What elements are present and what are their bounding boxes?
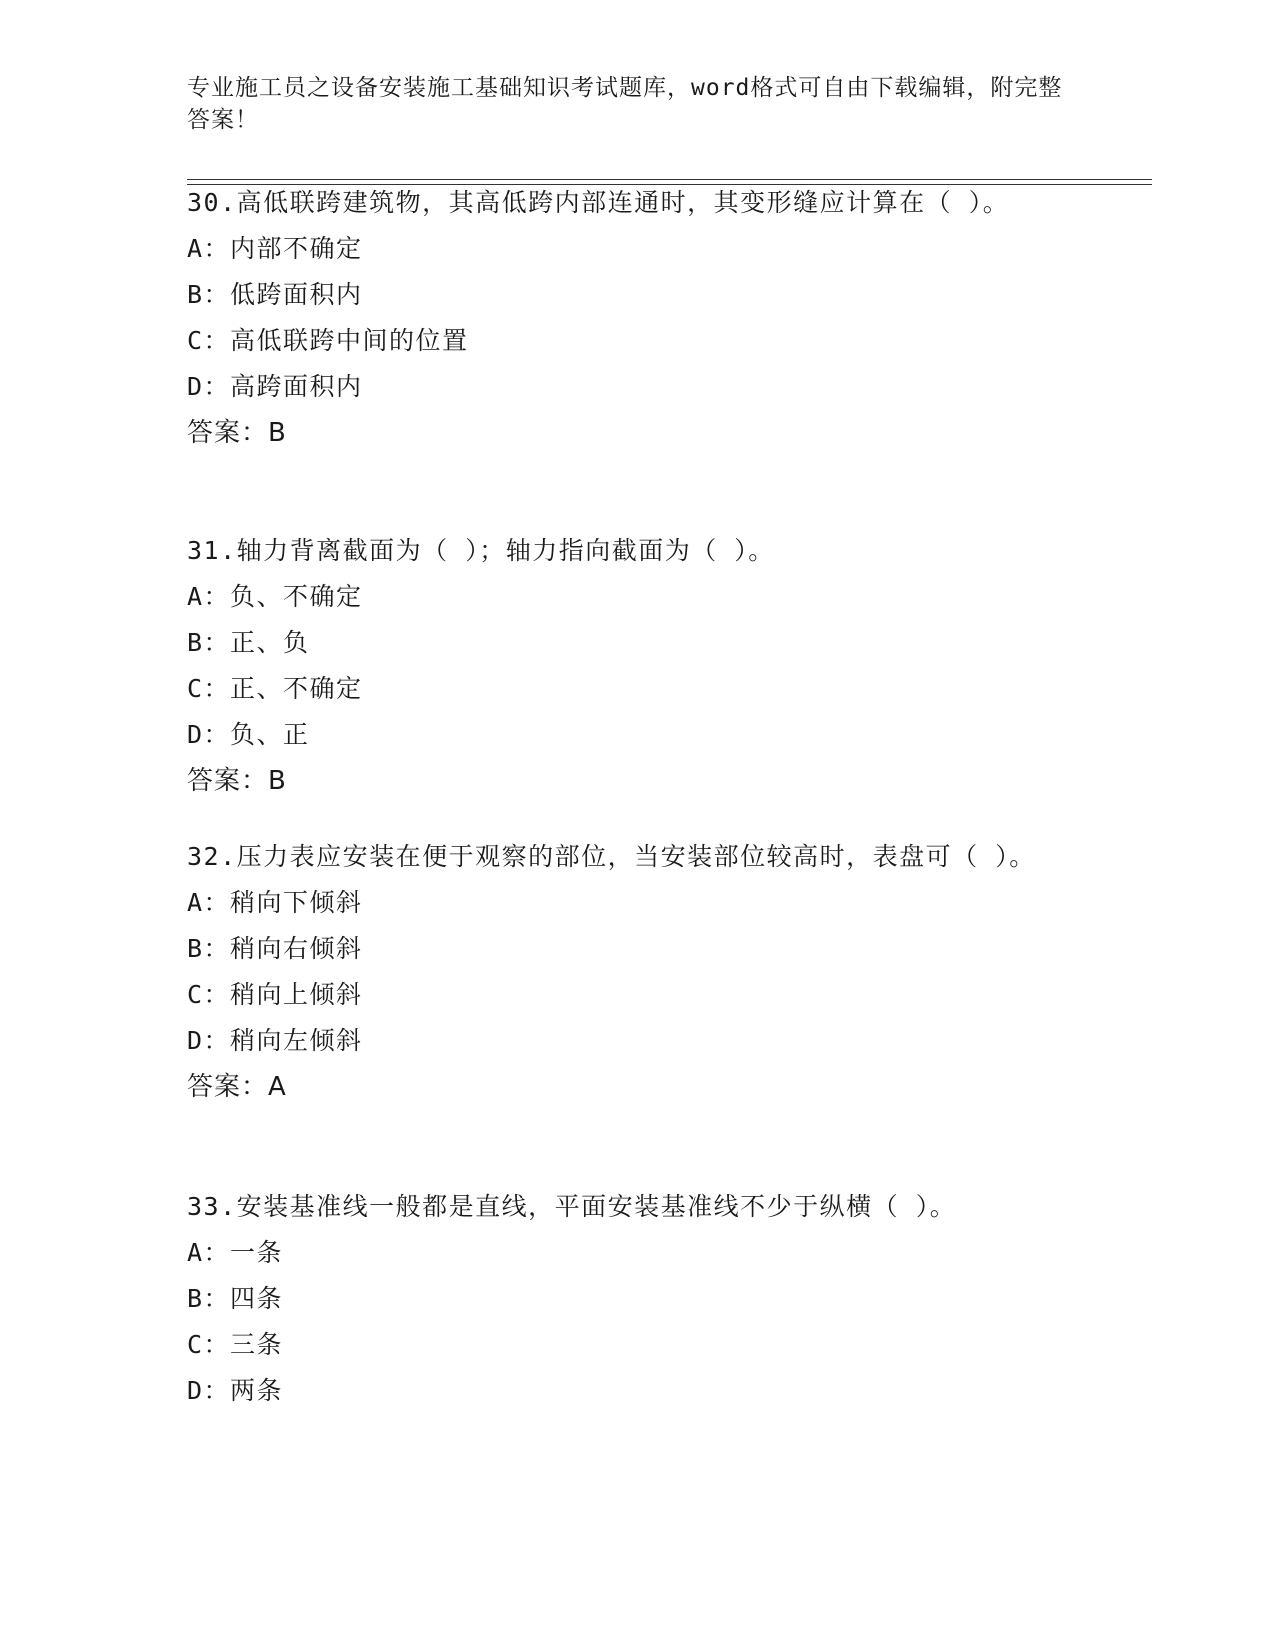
answer: 答案：B xyxy=(187,418,287,448)
option-c: C：高低联跨中间的位置 xyxy=(187,326,469,355)
option-d: D：负、正 xyxy=(187,720,310,749)
question-32 xyxy=(187,834,1067,1110)
question-stem: 33.安装基准线一般都是直线，平面安装基准线不少于纵横（ ）。 xyxy=(187,1192,957,1221)
answer: 答案：B xyxy=(187,766,287,796)
option-c: C：三条 xyxy=(187,1330,284,1359)
answer: 答案：A xyxy=(187,1072,287,1102)
question-33 xyxy=(187,1184,1067,1414)
option-d: D：两条 xyxy=(187,1376,284,1405)
option-c: C：稍向上倾斜 xyxy=(187,980,363,1009)
question-31 xyxy=(187,528,1067,804)
question-30 xyxy=(187,180,1067,456)
option-b: B：低跨面积内 xyxy=(187,280,363,309)
question-stem: 32.压力表应安装在便于观察的部位，当安装部位较高时，表盘可（ ）。 xyxy=(187,842,1036,871)
option-b: B：稍向右倾斜 xyxy=(187,934,363,963)
option-a: A：稍向下倾斜 xyxy=(187,888,363,917)
option-b: B：四条 xyxy=(187,1284,284,1313)
option-a: A：内部不确定 xyxy=(187,234,363,263)
option-d: D：高跨面积内 xyxy=(187,372,363,401)
question-stem: 31.轴力背离截面为（ ）；轴力指向截面为（ ）。 xyxy=(187,536,775,565)
option-b: B：正、负 xyxy=(187,628,310,657)
option-d: D：稍向左倾斜 xyxy=(187,1026,363,1055)
option-c: C：正、不确定 xyxy=(187,674,363,703)
question-stem: 30.高低联跨建筑物，其高低跨内部连通时，其变形缝应计算在（ ）。 xyxy=(187,188,1010,217)
document-header: 专业施工员之设备安装施工基础知识考试题库，word格式可自由下载编辑，附完整答案！ xyxy=(187,75,1063,133)
option-a: A：负、不确定 xyxy=(187,582,363,611)
option-a: A：一条 xyxy=(187,1238,284,1267)
